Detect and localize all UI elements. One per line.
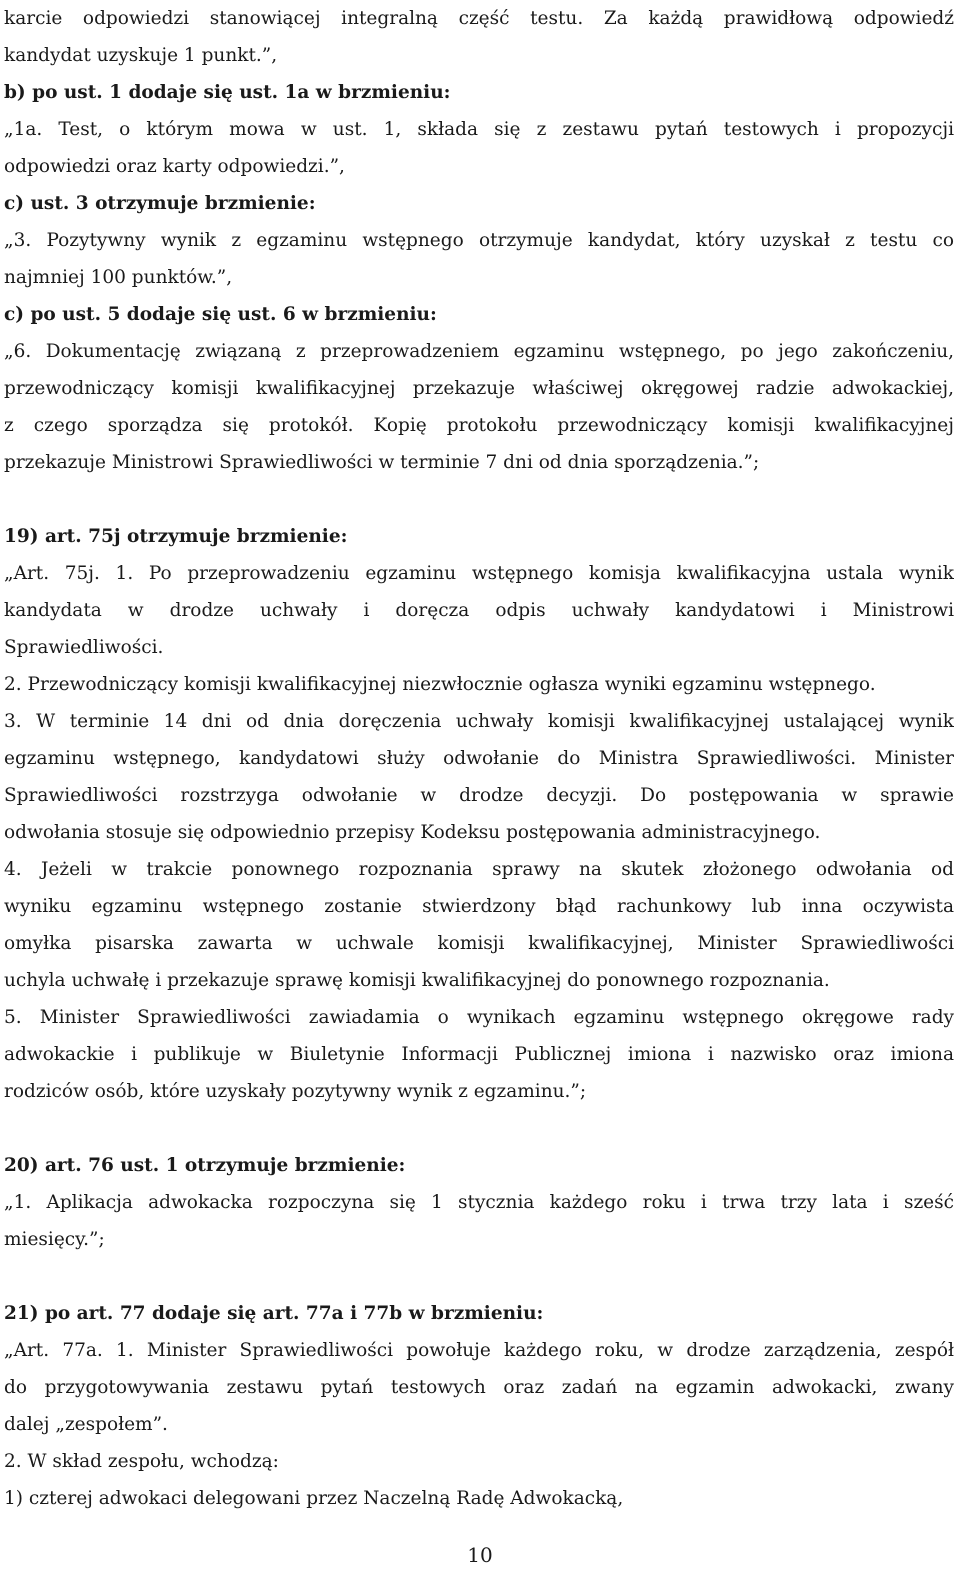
- text-line: Sprawiedliwości rozstrzyga odwołanie w drodze decyzji. Do postępowania w sprawie: [4, 785, 954, 806]
- text-line: 3. W terminie 14 dni od dnia doręczenia uchwały komisji kwalifikacyjnej ustalającej wynik: [4, 711, 954, 732]
- text-line: egzaminu wstępnego, kandydatowi służy odwołanie do Ministra Sprawiedliwości. Minister: [4, 748, 954, 769]
- amendment-heading: c) po ust. 5 dodaje się ust. 6 w brzmieniu:: [4, 304, 437, 325]
- text-line: odwołania stosuje się odpowiednio przepisy Kodeksu postępowania administracyjnego.: [4, 822, 821, 843]
- amendment-heading: b) po ust. 1 dodaje się ust. 1a w brzmieniu:: [4, 82, 451, 103]
- text-line: wyniku egzaminu wstępnego zostanie stwierdzony błąd rachunkowy lub inna oczywista: [4, 896, 954, 917]
- text-line: z czego sporządza się protokół. Kopię protokołu przewodniczący komisji kwalifikacyjnej: [4, 415, 954, 436]
- paragraph-gap: [4, 1110, 954, 1147]
- paragraph-gap: [4, 481, 954, 518]
- text-line: miesięcy.”;: [4, 1229, 105, 1250]
- text-line: omyłka pisarska zawarta w uchwale komisji kwalifikacyjnej, Minister Sprawiedliwości: [4, 933, 954, 954]
- section-heading-20: 20) art. 76 ust. 1 otrzymuje brzmienie:: [4, 1155, 406, 1176]
- text-line: przekazuje Ministrowi Sprawiedliwości w terminie 7 dni od dnia sporządzenia.”;: [4, 452, 760, 473]
- text-line: rodziców osób, które uzyskały pozytywny wynik z egzaminu.”;: [4, 1081, 587, 1102]
- text-line: kandydat uzyskuje 1 punkt.”,: [4, 45, 278, 66]
- text-line: 2. Przewodniczący komisji kwalifikacyjnej niezwłocznie ogłasza wyniki egzaminu wstępnego.: [4, 674, 876, 695]
- text-line: „6. Dokumentację związaną z przeprowadzeniem egzaminu wstępnego, po jego zakończeniu,: [4, 341, 954, 362]
- paragraph-gap: [4, 1258, 954, 1295]
- page-number: 10: [467, 1543, 493, 1567]
- text-line: kandydata w drodze uchwały i doręcza odpis uchwały kandydatowi i Ministrowi: [4, 600, 954, 621]
- document-page: [4, 0, 954, 1517]
- text-line: adwokackie i publikuje w Biuletynie Informacji Publicznej imiona i nazwisko oraz imiona: [4, 1044, 954, 1065]
- text-line: „Art. 77a. 1. Minister Sprawiedliwości powołuje każdego roku, w drodze zarządzenia, zespół: [4, 1340, 954, 1361]
- text-line: uchyla uchwałę i przekazuje sprawę komisji kwalifikacyjnej do ponownego rozpoznania.: [4, 970, 830, 991]
- text-line: „Art. 75j. 1. Po przeprowadzeniu egzaminu wstępnego komisja kwalifikacyjna ustala wynik: [4, 563, 954, 584]
- text-line: „1a. Test, o którym mowa w ust. 1, składa się z zestawu pytań testowych i propozycji: [4, 119, 954, 140]
- text-line: „3. Pozytywny wynik z egzaminu wstępnego otrzymuje kandydat, który uzyskał z testu co: [4, 230, 954, 251]
- text-line: 2. W skład zespołu, wchodzą:: [4, 1451, 279, 1472]
- text-line: odpowiedzi oraz karty odpowiedzi.”,: [4, 156, 345, 177]
- text-line: przewodniczący komisji kwalifikacyjnej przekazuje właściwej okręgowej radzie adwokackiej,: [4, 378, 954, 399]
- text-line: 1) czterej adwokaci delegowani przez Naczelną Radę Adwokacką,: [4, 1488, 624, 1509]
- text-line: 5. Minister Sprawiedliwości zawiadamia o wynikach egzaminu wstępnego okręgowe rady: [4, 1007, 954, 1028]
- section-heading-19: 19) art. 75j otrzymuje brzmienie:: [4, 526, 348, 547]
- section-heading-21: 21) po art. 77 dodaje się art. 77a i 77b w brzmieniu:: [4, 1303, 544, 1324]
- text-line: dalej „zespołem”.: [4, 1414, 168, 1435]
- text-line: najmniej 100 punktów.”,: [4, 267, 233, 288]
- text-line: karcie odpowiedzi stanowiącej integralną część testu. Za każdą prawidłową odpowiedź: [4, 8, 954, 29]
- text-line: do przygotowywania zestawu pytań testowych oraz zadań na egzamin adwokacki, zwany: [4, 1377, 954, 1398]
- text-line: Sprawiedliwości.: [4, 637, 164, 658]
- text-line: 4. Jeżeli w trakcie ponownego rozpoznania sprawy na skutek złożonego odwołania od: [4, 859, 954, 880]
- text-line: „1. Aplikacja adwokacka rozpoczyna się 1 stycznia każdego roku i trwa trzy lata i sześć: [4, 1192, 954, 1213]
- amendment-heading: c) ust. 3 otrzymuje brzmienie:: [4, 193, 316, 214]
